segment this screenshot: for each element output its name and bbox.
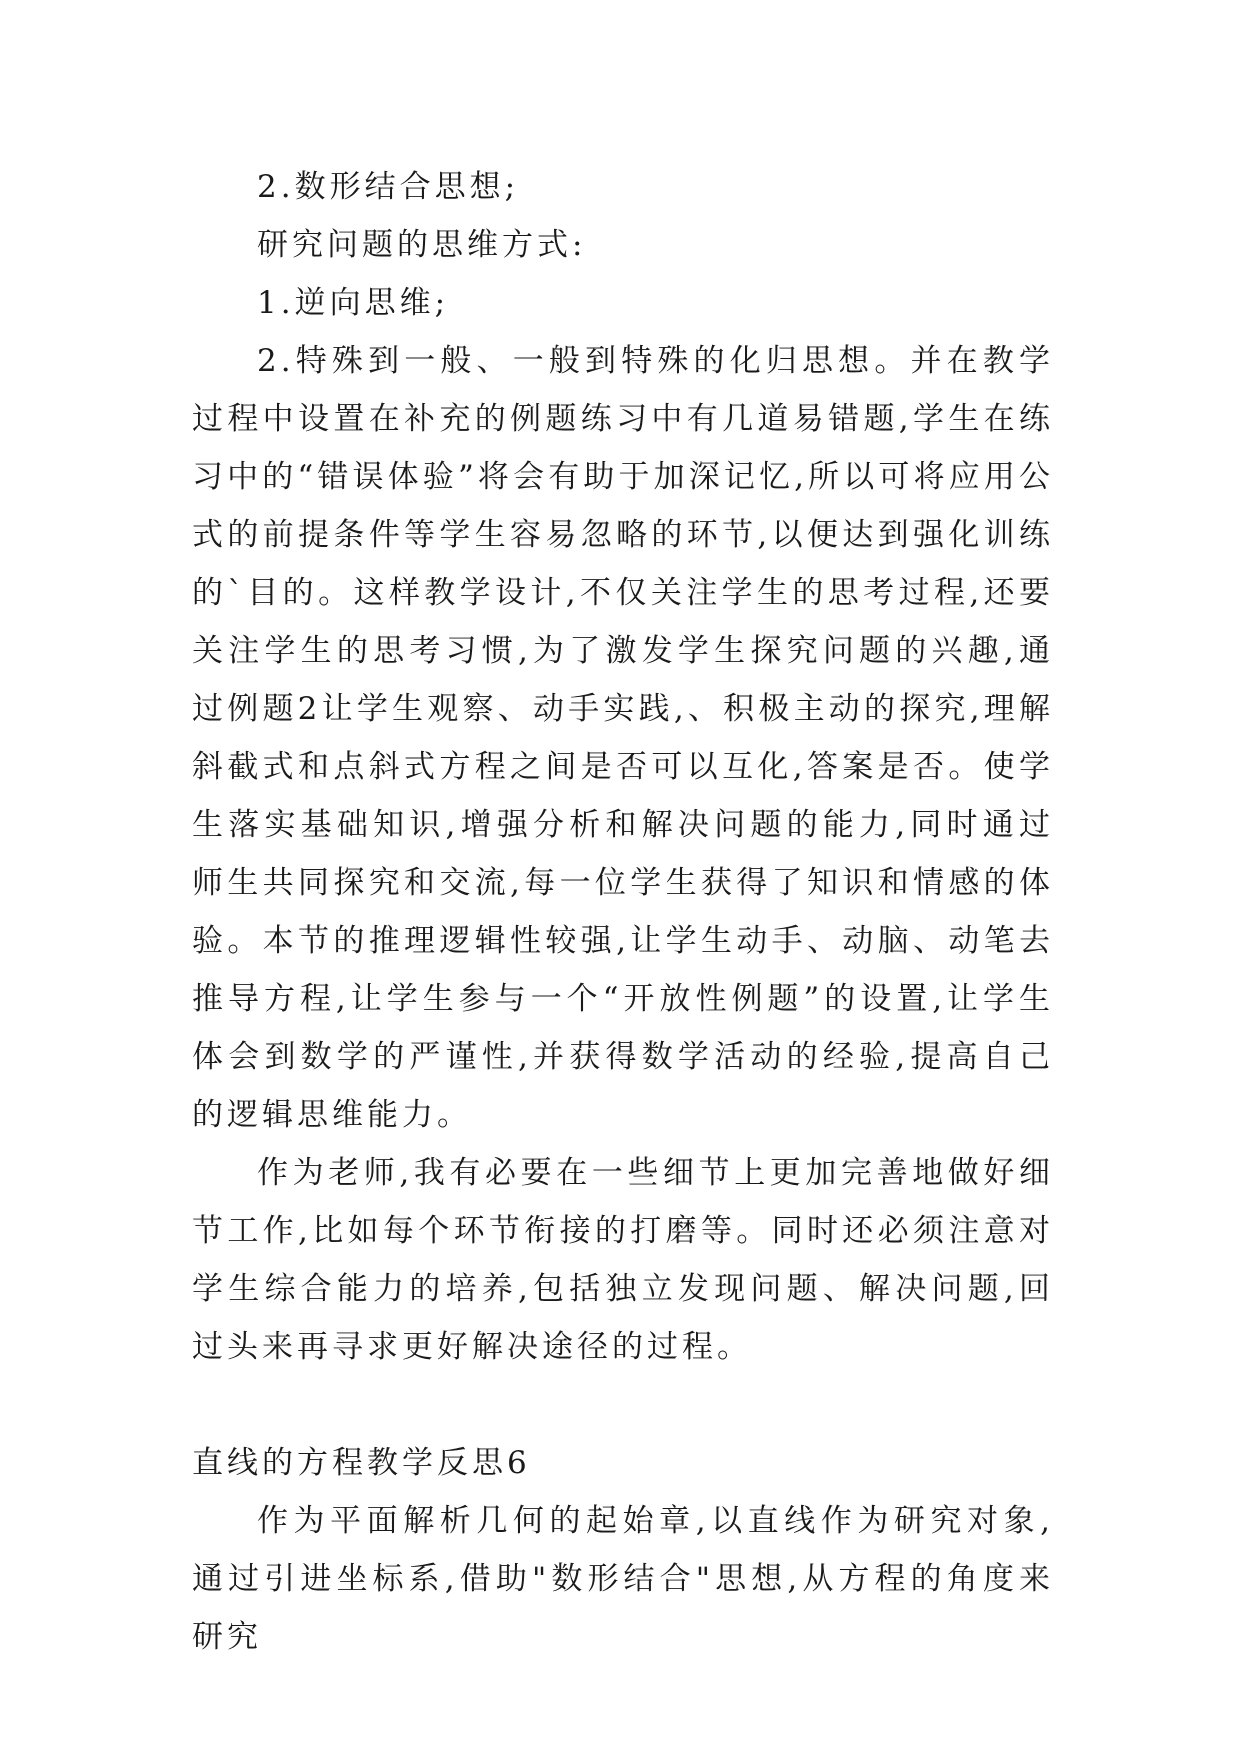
paragraph-thinking-methods-heading: 研究问题的思维方式: <box>257 227 587 263</box>
list-item-reverse-thinking: 1.逆向思维; <box>257 285 450 321</box>
paragraph-section-intro: 作为平面解析几何的起始章,以直线作为研究对象,通过引进坐标系,借助"数形结合"思想,从方程的角度来研究 <box>192 1503 1054 1655</box>
list-item-number-shape: 2.数形结合思想; <box>257 169 520 205</box>
section-spacer <box>192 1376 1054 1434</box>
paragraph-teacher-reflection: 作为老师,我有必要在一些细节上更加完善地做好细节工作,比如每个环节衔接的打磨等。同时还必须注意对学生综合能力的培养,包括独立发现问题、解决问题,回过头来再寻求更好解决途径的过程。 <box>192 1155 1054 1365</box>
section-title: 直线的方程教学反思6 <box>192 1445 531 1481</box>
document-body <box>192 158 1054 1666</box>
paragraph-special-general: 2.特殊到一般、一般到特殊的化归思想。并在教学过程中设置在补充的例题练习中有几道易错题,学生在练习中的“错误体验”将会有助于加深记忆,所以可将应用公式的前提条件等学生容易忽略的环节,以便达到强化训练的`目的。这样教学设计,不仅关注学生的思考过程,还要关注学生的思考习惯,为了激发学生探究问题的兴趣,通过例题2让学生观察、动手实践,、积极主动的探究,理解斜截式和点斜式方程之间是否可以互化,答案是否。使学生落实基础知识,增强分析和解决问题的能力,同时通过师生共同探究和交流,每一位学生获得了知识和情感的体验。本节的推理逻辑性较强,让学生动手、动脑、动笔去推导方程,让学生参与一个“开放性例题”的设置,让学生体会到数学的严谨性,并获得数学活动的经验,提高自己的逻辑思维能力。 <box>192 343 1054 1133</box>
